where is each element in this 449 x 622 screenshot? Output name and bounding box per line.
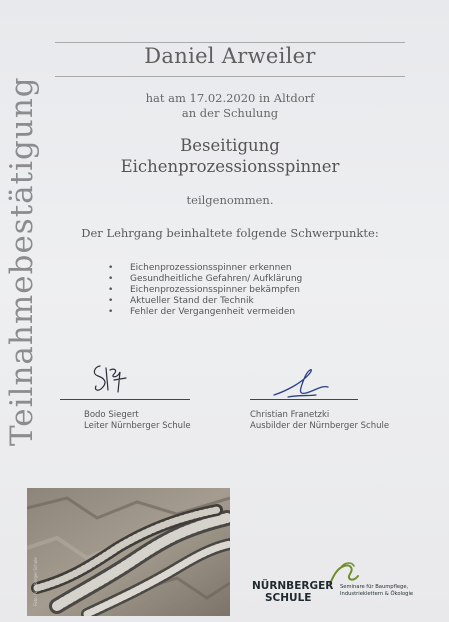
school-logo (252, 560, 442, 614)
focus-intro: Der Lehrgang beinhaltete folgende Schwerpunkte: (81, 226, 379, 240)
schulung-line: an der Schulung (181, 106, 279, 120)
list-item: • Fehler der Vergangenheit vermeiden (108, 307, 302, 318)
caterpillar-photo (27, 488, 230, 616)
logo-tagline: Seminare für Baumpflege, Industrieklettern & Ökologie (340, 584, 414, 597)
participant-name: Daniel Arweiler (144, 44, 316, 68)
logo-name-line2: SCHULE (265, 592, 312, 604)
signer-left-role: Leiter Nürnberger Schule (84, 421, 191, 431)
signature-line-left (60, 399, 190, 400)
list-item: • Eichenprozessionsspinner erkennen (108, 263, 302, 274)
list-item: • Eichenprozessionsspinner bekämpfen (108, 285, 302, 296)
signer-left-name: Bodo Siegert (84, 410, 139, 420)
participated-text: teilgenommen. (186, 193, 274, 207)
signer-right-name: Christian Franetzki (250, 410, 330, 420)
signature-left (88, 360, 132, 398)
name-rule (55, 76, 405, 77)
signature-line-right (250, 399, 358, 400)
topic-list (108, 263, 302, 318)
signer-right-role: Ausbilder der Nürnberger Schule (250, 421, 390, 431)
logo-name-line1: NÜRNBERGER (252, 580, 334, 592)
list-item: • Gesundheitliche Gefahren/ Aufklärung (108, 274, 302, 285)
photo-credit: Foto: Nürnberger Schule (33, 557, 38, 606)
list-item: • Aktueller Stand der Technik (108, 296, 302, 307)
course-title-line1: Beseitigung (180, 136, 280, 155)
signature-right (268, 365, 348, 401)
date-line: hat am 17.02.2020 in Altdorf (145, 91, 315, 105)
vertical-title: Teilnahmebestätigung (4, 76, 40, 446)
top-rule (55, 42, 405, 43)
signer-left (84, 410, 191, 432)
signer-right (250, 410, 389, 432)
course-title-line2: Eichenprozessionsspinner (120, 157, 340, 176)
